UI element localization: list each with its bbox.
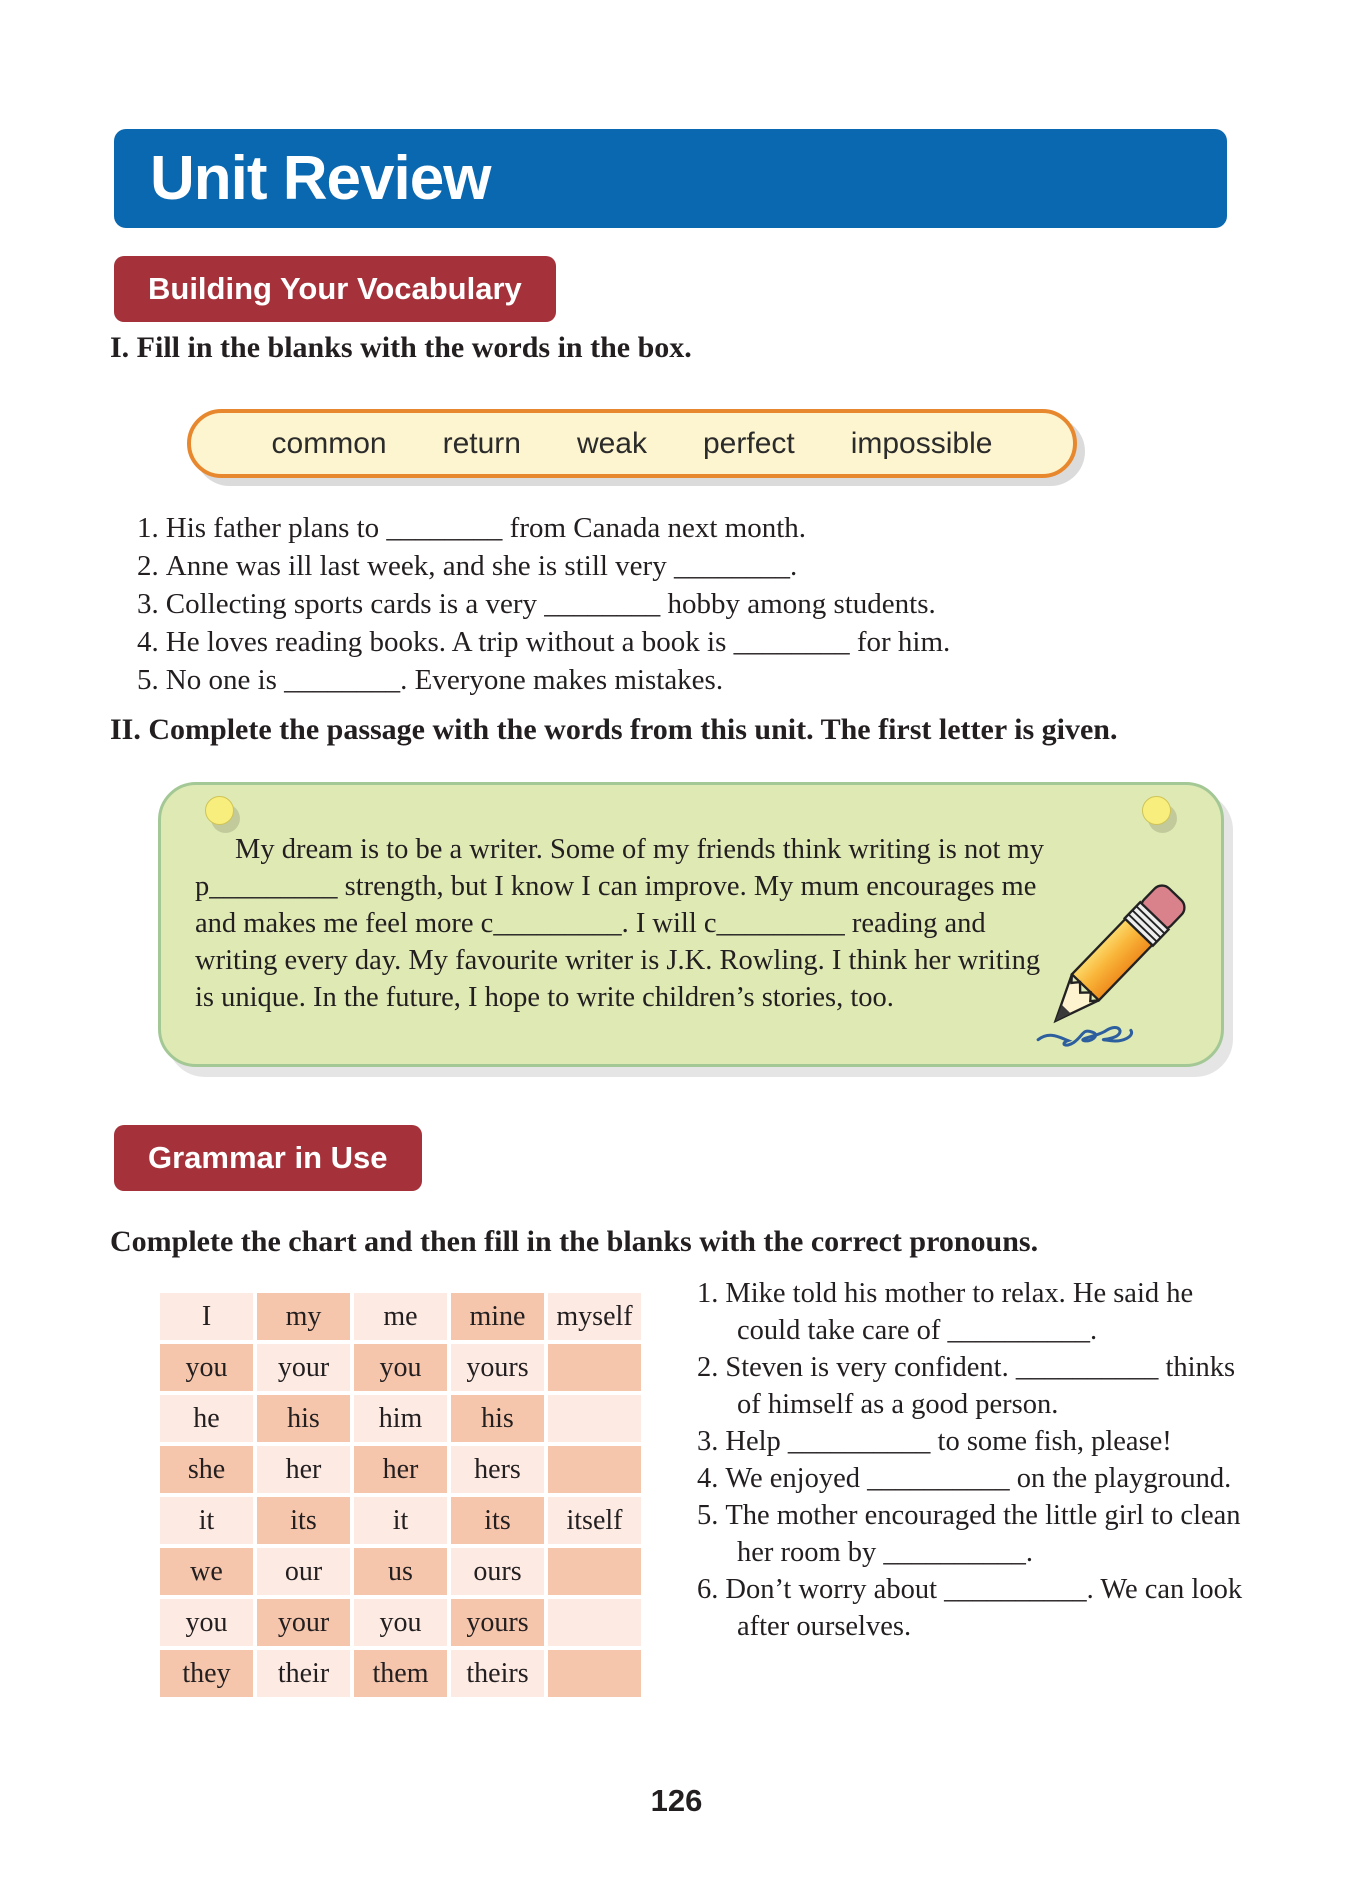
pencil-writing-icon [1025, 866, 1203, 1056]
sentence-item [697, 1460, 1255, 1497]
pronoun-cell: hers [451, 1446, 544, 1493]
pronoun-cell: yours [451, 1599, 544, 1646]
sentence-number: 1. [137, 512, 159, 544]
grammar-sentence-list [697, 1275, 1255, 1645]
pronoun-cell: you [354, 1599, 447, 1646]
sentence-item [137, 661, 1257, 699]
section-banner-vocabulary [114, 256, 556, 322]
pronoun-cell: his [451, 1395, 544, 1442]
sentence-item [697, 1423, 1255, 1460]
section-banner-label: Building Your Vocabulary [148, 271, 522, 306]
pronoun-cell: my [257, 1293, 350, 1340]
pronoun-cell: it [160, 1497, 253, 1544]
sentence-number: 3. [697, 1426, 719, 1457]
grammar-heading: Complete the chart and then fill in the blanks with the correct pronouns. [110, 1225, 1039, 1258]
sentence-text: We enjoyed __________ on the playground. [725, 1463, 1232, 1494]
pronoun-cell-empty [548, 1446, 641, 1493]
pronoun-cell-empty [548, 1395, 641, 1442]
pronoun-cell: him [354, 1395, 447, 1442]
sentence-number: 3. [137, 588, 159, 620]
word-box-item: common [271, 426, 387, 460]
word-box-item: perfect [703, 426, 795, 460]
task1-heading: I. Fill in the blanks with the words in the box. [110, 331, 692, 364]
pronoun-cell: her [257, 1446, 350, 1493]
pronoun-cell: our [257, 1548, 350, 1595]
pronoun-cell: itself [548, 1497, 641, 1544]
pronoun-cell: your [257, 1344, 350, 1391]
pronoun-cell: its [257, 1497, 350, 1544]
pronoun-cell: your [257, 1599, 350, 1646]
sentence-text: He loves reading books. A trip without a book is ________ for him. [165, 626, 951, 658]
sentence-text: No one is ________. Everyone makes mistakes. [165, 664, 724, 696]
sentence-item [137, 585, 1257, 623]
word-box [187, 409, 1077, 478]
pronoun-cell: he [160, 1395, 253, 1442]
pronoun-cell-empty [548, 1599, 641, 1646]
pronoun-cell: their [257, 1650, 350, 1697]
sentence-number: 4. [697, 1463, 719, 1494]
unit-review-banner [114, 129, 1227, 228]
pronoun-cell: them [354, 1650, 447, 1697]
sentence-item [137, 623, 1257, 661]
pronoun-cell: you [160, 1599, 253, 1646]
sentence-text: Don’t worry about __________. We can look after ourselves. [725, 1574, 1243, 1642]
pronoun-cell: its [451, 1497, 544, 1544]
word-box-item: return [442, 426, 521, 460]
sentence-number: 2. [137, 550, 159, 582]
pronoun-cell: myself [548, 1293, 641, 1340]
word-box-item: weak [576, 426, 647, 460]
pronoun-cell: mine [451, 1293, 544, 1340]
sentence-number: 6. [697, 1574, 719, 1605]
pronoun-cell-empty [548, 1548, 641, 1595]
pronoun-cell: they [160, 1650, 253, 1697]
pronoun-cell-empty [548, 1344, 641, 1391]
pronoun-cell: you [354, 1344, 447, 1391]
yellow-pushpin-icon [205, 796, 234, 825]
sentence-item [137, 547, 1257, 585]
sentence-number: 4. [137, 626, 159, 658]
pronoun-cell: you [160, 1344, 253, 1391]
sentence-text: The mother encouraged the little girl to clean her room by __________. [725, 1500, 1241, 1568]
sentence-number: 5. [137, 664, 159, 696]
sentence-text: Help __________ to some fish, please! [725, 1426, 1172, 1457]
sentence-text: His father plans to ________ from Canada next month. [165, 512, 807, 544]
sentence-item [697, 1275, 1255, 1349]
pronoun-cell: she [160, 1446, 253, 1493]
section-banner-label: Grammar in Use [148, 1140, 388, 1175]
pronoun-cell: it [354, 1497, 447, 1544]
sentence-item [697, 1349, 1255, 1423]
sentence-number: 2. [697, 1352, 719, 1383]
task1-sentence-list [137, 509, 1257, 699]
pronoun-cell: we [160, 1548, 253, 1595]
pronoun-cell-empty [548, 1650, 641, 1697]
page-title: Unit Review [150, 144, 491, 213]
pronoun-cell: her [354, 1446, 447, 1493]
task2-heading: II. Complete the passage with the words from this unit. The first letter is given. [110, 713, 1118, 746]
word-box-item: impossible [850, 426, 993, 460]
passage-box [158, 782, 1224, 1067]
sentence-text: Anne was ill last week, and she is still very ________. [165, 550, 798, 582]
sentence-item [137, 509, 1257, 547]
pronoun-cell: I [160, 1293, 253, 1340]
sentence-number: 5. [697, 1500, 719, 1531]
pronoun-cell: yours [451, 1344, 544, 1391]
sentence-text: Collecting sports cards is a very ________ hobby among students. [165, 588, 936, 620]
pronoun-cell: ours [451, 1548, 544, 1595]
pronoun-table [160, 1293, 641, 1697]
pronoun-cell: us [354, 1548, 447, 1595]
yellow-pushpin-icon [1142, 796, 1171, 825]
passage-text: My dream is to be a writer. Some of my friends think writing is not my p_________ strength, but I know I can improve. My mum encourages me and makes me feel more c_________. I will c_________ reading and writing every day. My favourite writer is J.K. Rowling. I think her writing is unique. In the future, I hope to write children’s stories, too. [195, 834, 1044, 1013]
pronoun-cell: his [257, 1395, 350, 1442]
sentence-number: 1. [697, 1278, 719, 1309]
sentence-text: Mike told his mother to relax. He said he could take care of __________. [725, 1278, 1194, 1346]
pronoun-cell: me [354, 1293, 447, 1340]
sentence-text: Steven is very confident. __________ thinks of himself as a good person. [725, 1352, 1236, 1420]
sentence-item [697, 1571, 1255, 1645]
section-banner-grammar [114, 1125, 422, 1191]
sentence-item [697, 1497, 1255, 1571]
page-number: 126 [650, 1783, 703, 1818]
pronoun-cell: theirs [451, 1650, 544, 1697]
